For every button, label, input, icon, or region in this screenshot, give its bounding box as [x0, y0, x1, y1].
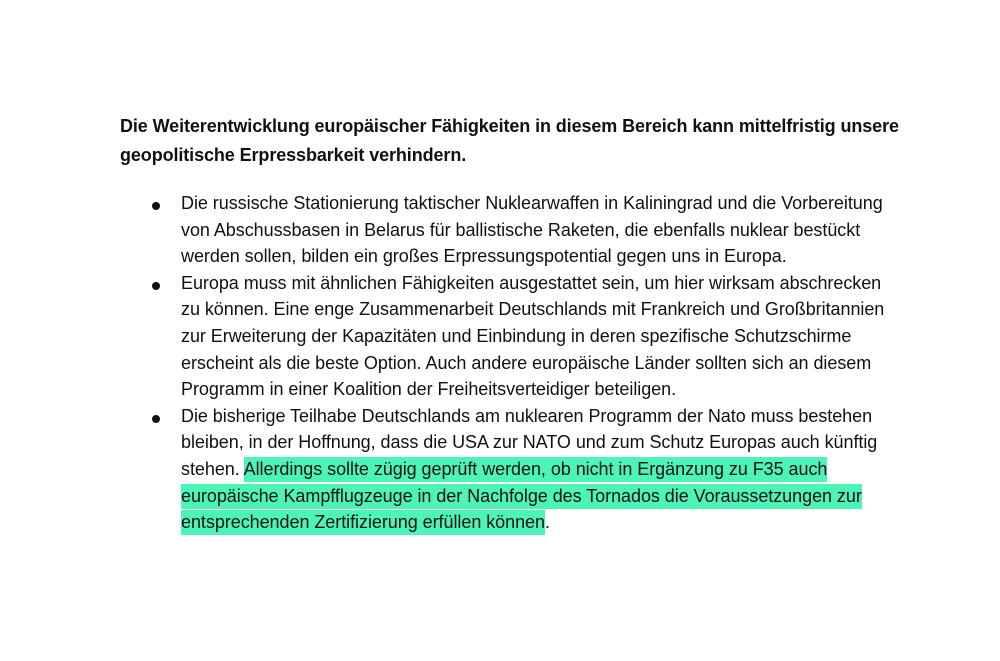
section-heading: Die Weiterentwicklung europäischer Fähigkeiten in diesem Bereich kann mittelfristig unsere geopolitische Erpressbarkeit verhindern.	[120, 116, 899, 165]
highlighted-text[interactable]: Allerdings sollte zügig geprüft werden, ob nicht in Ergänzung zu F35 auch europäische Kampfflugzeuge in der Nachfolge des Tornados die Voraussetzungen zur entsprechenden Zertifizierung erfüllen können	[181, 457, 862, 535]
bullet-list	[120, 190, 900, 536]
bullet-dot-icon	[152, 415, 160, 423]
bullet-item-3	[120, 403, 900, 536]
bullet-text: Die russische Stationierung taktischer Nuklearwaffen in Kaliningrad und die Vorbereitung von Abschussbasen in Belarus für ballistische Raketen, die ebenfalls nuklear bestückt werden sollen, bilden ein großes Erpressungspotential gegen uns in Europa.	[181, 193, 883, 267]
bullet-text: Die bisherige Teilhabe Deutschlands am nuklearen Programm der Nato muss bestehen bleiben, in der Hoffnung, dass die USA zur NATO und zum Schutz Europas auch künftig stehen.	[181, 405, 878, 479]
bullet-dot-icon	[152, 282, 160, 290]
document-body	[120, 112, 900, 536]
bullet-dot-icon	[152, 202, 160, 210]
bullet-text: Europa muss mit ähnlichen Fähigkeiten ausgestattet sein, um hier wirksam abschrecken zu können. Eine enge Zusammenarbeit Deutschlands mit Frankreich und Großbritannien zur Erweiterung der Kapazitäten und Einbindung in deren spezifische Schutzschirme erscheint als die beste Option. Auch andere europäische Länder sollten sich an diesem Programm in einer Koalition der Freiheitsverteidiger beteiligen.	[181, 272, 885, 400]
bullet-item-2	[120, 270, 900, 403]
bullet-text-tail: .	[544, 512, 550, 533]
bullet-item-1	[120, 190, 900, 270]
